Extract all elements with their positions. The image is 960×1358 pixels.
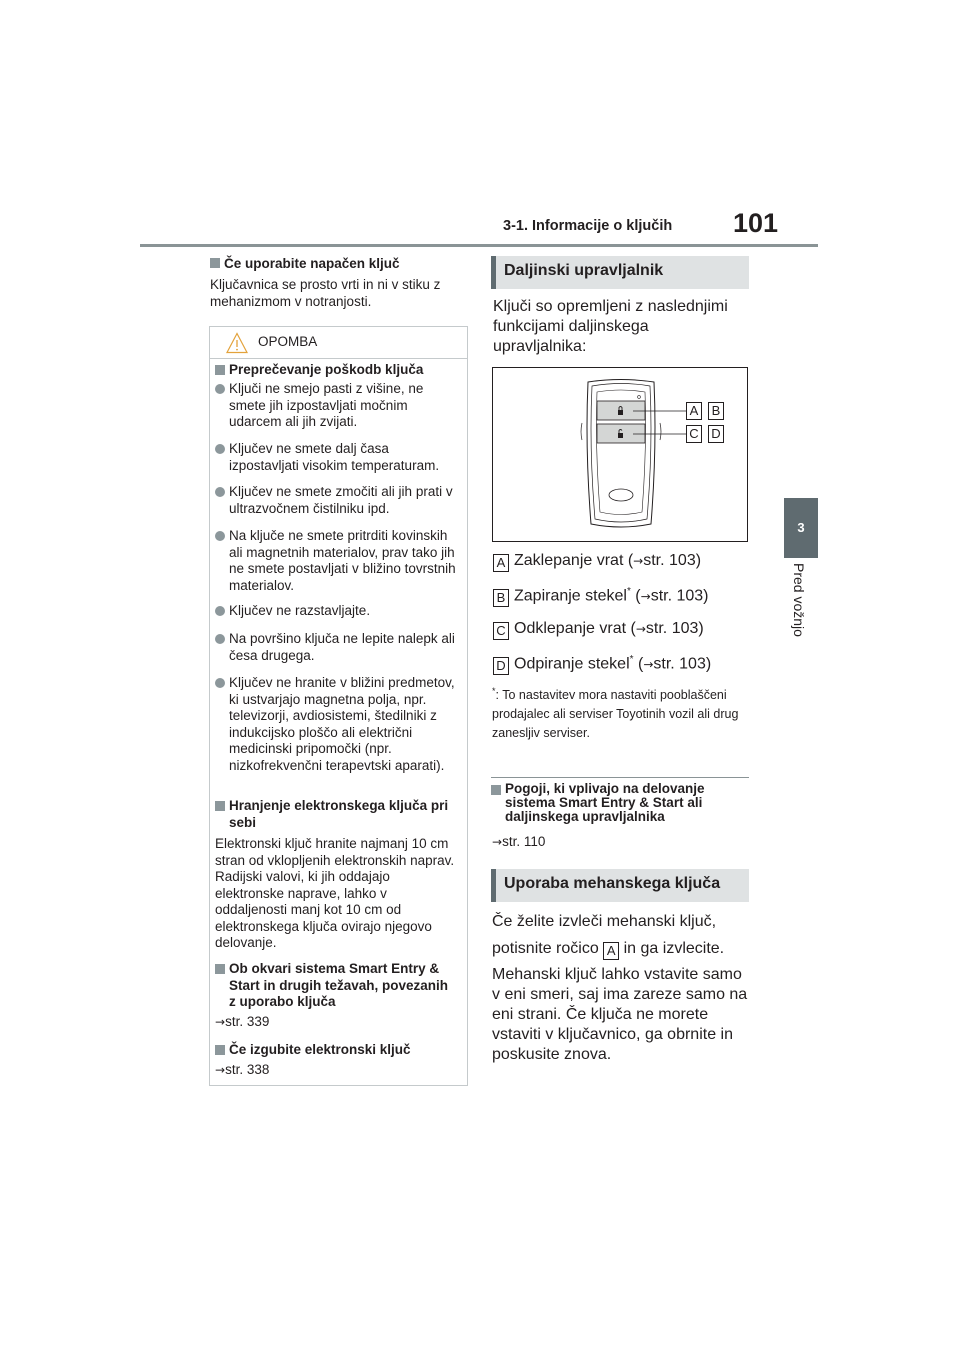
- square-bullet-icon: [215, 964, 225, 974]
- section-mechanical-key-title: Uporaba mehanskega ključa: [504, 875, 721, 892]
- figure-label-d: D: [708, 425, 724, 443]
- para-extract-key: Če želite izvleči mehanski ključ,: [492, 913, 717, 930]
- divider: [491, 777, 749, 778]
- square-bullet-icon: [210, 258, 220, 268]
- arrow-right-icon: →: [640, 589, 651, 604]
- square-bullet-icon: [215, 1045, 225, 1055]
- function-item-ref[interactable]: str. 103): [653, 655, 712, 673]
- chapter-tab-label-text: Pred vožnjo: [791, 563, 807, 637]
- square-bullet-icon: [215, 365, 225, 375]
- function-item-a: A Zaklepanje vrat (→str. 103): [493, 552, 701, 572]
- note-bullet: Na ključe ne smete pritrditi kovinskih ali magnetnih materialov, prav tako jih ne smete postavljati v bližino tovrstnih materialov.: [215, 528, 460, 594]
- arrow-right-icon: →: [215, 1063, 226, 1077]
- square-bullet-icon: [491, 785, 501, 795]
- note-bullet: Ključev ne hranite v bližini predmetov, ki ustvarjajo magnetna polja, npr. televizorji, avdiosistemi, štedilniki z indukcijsko ploščo ali električni medicinski pripomočki (npr. nizkofrekvenčni terapevtski aparati).: [215, 675, 460, 774]
- section-mechanical-key: [491, 869, 749, 902]
- lever-label-a: A: [603, 942, 619, 960]
- note-heading-damage: Preprečevanje poškodb ključa: [215, 362, 455, 379]
- page-number: 101: [733, 208, 779, 238]
- note-para-carrying: Elektronski ključ hranite najmanj 10 cm stran od vklopljenih elektronskih naprav. Radijski valovi, ki jih oddajajo elektronske naprave, lahko v oddaljenosti manj kot 10 cm od elektronskega ključa ovirajo njegovo delovanje.: [215, 836, 455, 950]
- key-fob-illustration: [493, 368, 747, 541]
- function-item-ref[interactable]: str. 103): [645, 620, 704, 637]
- function-item-b: B Zapiranje stekel* (→str. 103): [493, 586, 709, 607]
- note-bullet: Ključev ne smete dalj časa izpostavljati visokim temperaturam.: [215, 441, 460, 474]
- item-label: C: [493, 622, 509, 640]
- arrow-right-icon: →: [643, 657, 654, 672]
- heading-wrong-key: [210, 256, 400, 272]
- ref-conditions[interactable]: →str. 110: [492, 834, 546, 849]
- function-item-ref[interactable]: str. 103): [650, 587, 709, 605]
- note-bullet: Ključev ne razstavljajte.: [215, 603, 460, 620]
- arrow-right-icon: →: [633, 554, 644, 568]
- para-remote-functions: Ključi so opremljeni z naslednjimi funkcijami daljinskega upravljalnika:: [493, 298, 728, 355]
- chapter-tab-label: [775, 563, 815, 663]
- section-remote-control: [491, 256, 749, 289]
- bullet-dot-icon: [215, 678, 225, 688]
- bullet-dot-icon: [215, 531, 225, 541]
- arrow-right-icon: →: [492, 835, 503, 849]
- para-push-lever: potisnite ročico A in ga izvlecite.: [492, 940, 725, 958]
- bullet-dot-icon: [215, 384, 225, 394]
- function-item-d: D Odpiranje stekel* (→str. 103): [493, 654, 711, 675]
- note-heading-malfunction: Ob okvari sistema Smart Entry & Start in drugih težavah, povezanih z uporabo ključa: [215, 961, 455, 1011]
- square-bullet-icon: [215, 801, 225, 811]
- para-insert-key: Mehanski ključ lahko vstavite samo v eni smeri, saj ima zareze samo na eni strani. Če ključa ne morete vstaviti v ključavnico, ga obrnite in poskusite znova.: [492, 966, 748, 1063]
- section-title: 3-1. Informacije o ključih: [503, 218, 673, 234]
- item-label: A: [493, 554, 509, 572]
- heading-conditions: Pogoji, ki vplivajo na delovanje sistema Smart Entry & Start ali daljinskega upravljalnika: [491, 782, 749, 824]
- note-bullet: Ključev ne smete zmočiti ali jih prati v ultrazvočnem čistilniku ipd.: [215, 484, 460, 517]
- function-item-c: C Odklepanje vrat (→str. 103): [493, 620, 704, 640]
- note-heading-lost-key: Če izgubite elektronski ključ: [215, 1042, 455, 1059]
- item-label: D: [493, 657, 509, 675]
- figure-label-a: A: [686, 402, 702, 420]
- bullet-dot-icon: [215, 487, 225, 497]
- bullet-dot-icon: [215, 634, 225, 644]
- bullet-dot-icon: [215, 444, 225, 454]
- bullet-dot-icon: [215, 606, 225, 616]
- arrow-right-icon: →: [215, 1015, 226, 1029]
- function-item-ref[interactable]: str. 103): [643, 552, 702, 569]
- note-title: OPOMBA: [258, 334, 318, 349]
- figure-label-b: B: [708, 402, 724, 420]
- header-rule: [140, 244, 818, 247]
- note-bullet: Na površino ključa ne lepite nalepk ali česa drugega.: [215, 631, 460, 664]
- section-remote-control-title: Daljinski upravljalnik: [504, 262, 664, 279]
- note-ref-lost-key[interactable]: →str. 338: [215, 1062, 270, 1077]
- note-ref-malfunction[interactable]: →str. 339: [215, 1014, 270, 1029]
- figure-label-c: C: [686, 425, 702, 443]
- footnote: *: To nastavitev mora nastaviti pooblaščeni prodajalec ali serviser Toyotinih vozil ali drug zanesljiv serviser.: [492, 686, 739, 741]
- note-bullet: Ključi ne smejo pasti z višine, ne smete jih izpostavljati močnim udarcem ali jih zvijati.: [215, 381, 460, 431]
- section-bar: [491, 869, 496, 902]
- note-header: [210, 327, 467, 359]
- para-wrong-key: Ključavnica se prosto vrti in ni v stiku z mehanizmom v notranjosti.: [210, 277, 441, 309]
- heading-wrong-key-text: Če uporabite napačen ključ: [224, 256, 400, 271]
- warning-triangle-icon: [226, 332, 248, 354]
- section-bar: [491, 256, 496, 289]
- note-heading-carrying: Hranjenje elektronskega ključa pri sebi: [215, 798, 455, 831]
- arrow-right-icon: →: [635, 622, 646, 636]
- item-label: B: [493, 589, 509, 607]
- chapter-tab-number: 3: [797, 520, 805, 535]
